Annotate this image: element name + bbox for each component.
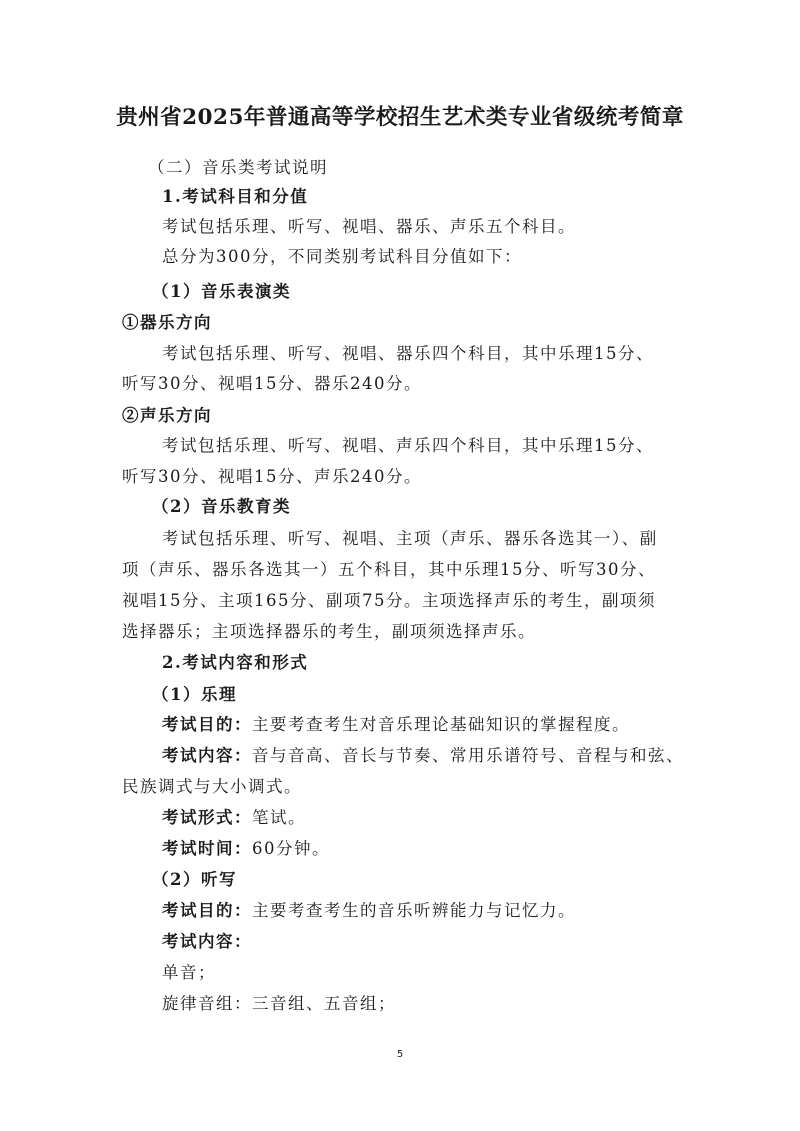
subheading-dictation: （2）听写 — [152, 870, 237, 889]
subheading-vocal: ②声乐方向 — [122, 406, 212, 425]
label-exam-content: 考试内容： — [162, 746, 252, 765]
theory-purpose-line — [162, 714, 630, 736]
paragraph-instrumental-line2: 听写30分、视唱15分、器乐240分。 — [122, 374, 422, 393]
document-title: 贵州省2025年普通高等学校招生艺术类专业省级统考简章 — [116, 105, 684, 130]
text-exam-form: 笔试。 — [252, 808, 306, 827]
paragraph-instrumental-line1: 考试包括乐理、听写、视唱、器乐四个科目，其中乐理15分、 — [162, 344, 654, 363]
text-exam-time: 60分钟。 — [252, 839, 330, 858]
label-exam-purpose: 考试目的： — [162, 715, 252, 734]
label-exam-time: 考试时间： — [162, 839, 252, 858]
theory-content-line1 — [162, 745, 684, 767]
paragraph-total-score: 总分为300分，不同类别考试科目分值如下： — [162, 247, 522, 266]
paragraph-subjects: 考试包括乐理、听写、视唱、器乐、声乐五个科目。 — [162, 217, 576, 236]
label-dictation-content: 考试内容： — [162, 932, 252, 951]
text-exam-purpose: 主要考查考生对音乐理论基础知识的掌握程度。 — [252, 715, 630, 734]
paragraph-education-line2: 项（声乐、器乐各选其一）五个科目，其中乐理15分、听写30分、 — [122, 560, 656, 579]
label-dictation-purpose: 考试目的： — [162, 901, 252, 920]
paragraph-education-line4: 选择器乐；主项选择器乐的考生，副项须选择声乐。 — [122, 622, 536, 641]
section-heading: （二）音乐类考试说明 — [148, 158, 328, 177]
subheading-music-theory: （1）乐理 — [152, 685, 237, 704]
text-exam-content: 音与音高、音长与节奏、常用乐谱符号、音程与和弦、 — [252, 746, 684, 765]
heading-exam-content: 2.考试内容和形式 — [162, 653, 309, 672]
paragraph-vocal-line1: 考试包括乐理、听写、视唱、声乐四个科目，其中乐理15分、 — [162, 436, 654, 455]
text-dictation-purpose: 主要考查考生的音乐听辨能力与记忆力。 — [252, 901, 576, 920]
subheading-instrumental: ①器乐方向 — [122, 313, 212, 332]
page-number: 5 — [396, 1049, 404, 1060]
paragraph-vocal-line2: 听写30分、视唱15分、声乐240分。 — [122, 467, 422, 486]
subheading-performance: （1）音乐表演类 — [152, 282, 291, 301]
list-item-melody-group: 旋律音组：三音组、五音组； — [162, 994, 396, 1013]
theory-time-line — [162, 838, 330, 860]
theory-form-line — [162, 807, 306, 829]
list-item-single-note: 单音； — [162, 963, 216, 982]
subheading-education: （2）音乐教育类 — [152, 497, 291, 516]
heading-exam-subjects: 1.考试科目和分值 — [162, 187, 309, 206]
label-exam-form: 考试形式： — [162, 808, 252, 827]
paragraph-education-line1: 考试包括乐理、听写、视唱、主项（声乐、器乐各选其一）、副 — [162, 529, 658, 548]
theory-content-line2: 民族调式与大小调式。 — [122, 777, 302, 796]
paragraph-education-line3: 视唱15分、主项165分、副项75分。主项选择声乐的考生，副项须 — [122, 591, 656, 610]
dictation-purpose-line — [162, 900, 576, 922]
